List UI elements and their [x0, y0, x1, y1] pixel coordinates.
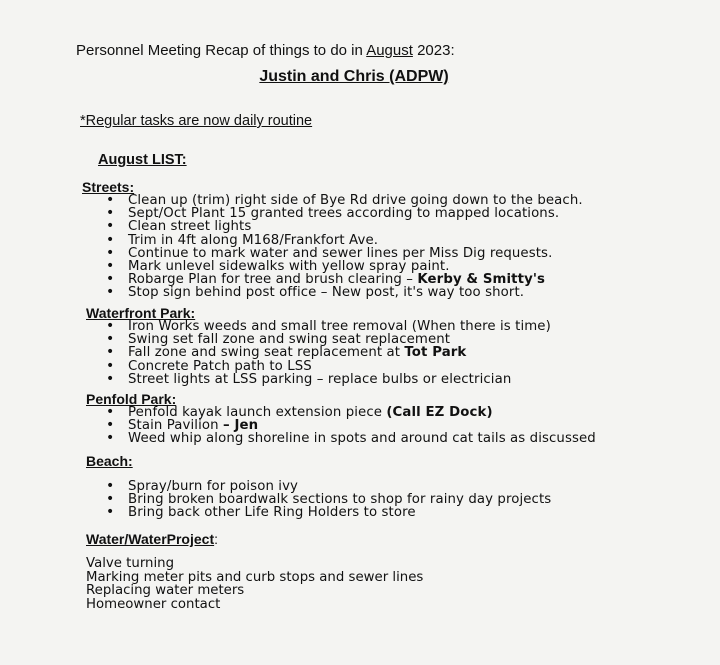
water-task-line: Replacing water meters	[86, 583, 245, 598]
item-text: Sept/Oct Plant 15 granted trees according to mapped locations.	[128, 206, 560, 222]
item-emphasis: Tot Park	[404, 345, 467, 361]
beach-list	[106, 480, 551, 520]
item-text: Continue to mark water and sewer lines per Miss Dig requests.	[128, 245, 553, 261]
item-text: Trim in 4ft along M168/Frankfort Ave.	[128, 232, 379, 248]
section-title-penfold: Penfold Park:	[86, 391, 177, 407]
item-text: Clean street lights	[128, 219, 252, 235]
item-text: Mark unlevel sidewalks with yellow spray paint.	[128, 259, 450, 275]
water-title-colon: :	[214, 531, 218, 547]
item-text: Stop sign behind post office – New post, it's way too short.	[128, 285, 525, 301]
item-text: Penfold kayak launch extension piece	[128, 405, 387, 420]
item-text: Iron Works weeds and small tree removal (When there is time)	[128, 319, 551, 334]
header-prefix: Personnel Meeting Recap of things to do in	[76, 42, 363, 59]
section-title-streets: Streets:	[82, 179, 135, 195]
list-item	[106, 432, 596, 445]
list-item	[106, 506, 551, 519]
item-text: Robarge Plan for tree and brush clearing –	[128, 272, 418, 288]
item-text: Fall zone and swing seat replacement at	[128, 345, 405, 361]
item-text: Bring broken boardwalk sections to shop for rainy day projects	[128, 492, 552, 508]
streets-list	[106, 194, 583, 300]
document-header	[76, 42, 455, 59]
item-text: Stain Pavilion	[128, 418, 223, 434]
water-task-line: Valve turning	[86, 556, 175, 571]
item-text: Bring back other Life Ring Holders to store	[128, 505, 416, 521]
item-text: Spray/burn for poison ivy	[128, 479, 299, 494]
item-text: Weed whip along shoreline in spots and around cat tails as discussed	[128, 431, 596, 447]
list-item	[106, 286, 583, 299]
water-task-line: Marking meter pits and curb stops and sewer lines	[86, 569, 424, 585]
section-title-waterfront: Waterfront Park:	[86, 305, 196, 321]
subtitle-text: Justin and Chris (ADPW)	[259, 68, 449, 85]
header-month: August	[366, 42, 413, 59]
water-task-line: Homeowner contact	[86, 596, 221, 612]
document-subtitle	[0, 68, 720, 86]
water-task-lines	[86, 557, 423, 611]
item-emphasis: Kerby & Smitty's	[417, 272, 546, 288]
routine-note: *Regular tasks are now daily routine	[80, 113, 313, 129]
item-text: Concrete Patch path to LSS	[128, 358, 312, 374]
section-title-beach: Beach:	[86, 453, 133, 469]
item-text: Street lights at LSS parking – replace bulbs or electrician	[128, 371, 512, 387]
section-title-water	[86, 531, 218, 547]
waterfront-list	[106, 320, 551, 386]
list-item	[106, 373, 551, 386]
penfold-list	[106, 406, 596, 446]
water-title-text: Water/WaterProject	[86, 531, 215, 547]
item-emphasis: – Jen	[222, 418, 259, 434]
item-text: Clean up (trim) right side of Bye Rd drive going down to the beach.	[128, 193, 583, 208]
item-text: Swing set fall zone and swing seat replacement	[128, 332, 451, 348]
item-emphasis: (Call EZ Dock)	[386, 405, 493, 420]
list-title: August LIST:	[98, 152, 187, 168]
header-suffix: 2023:	[417, 42, 455, 59]
